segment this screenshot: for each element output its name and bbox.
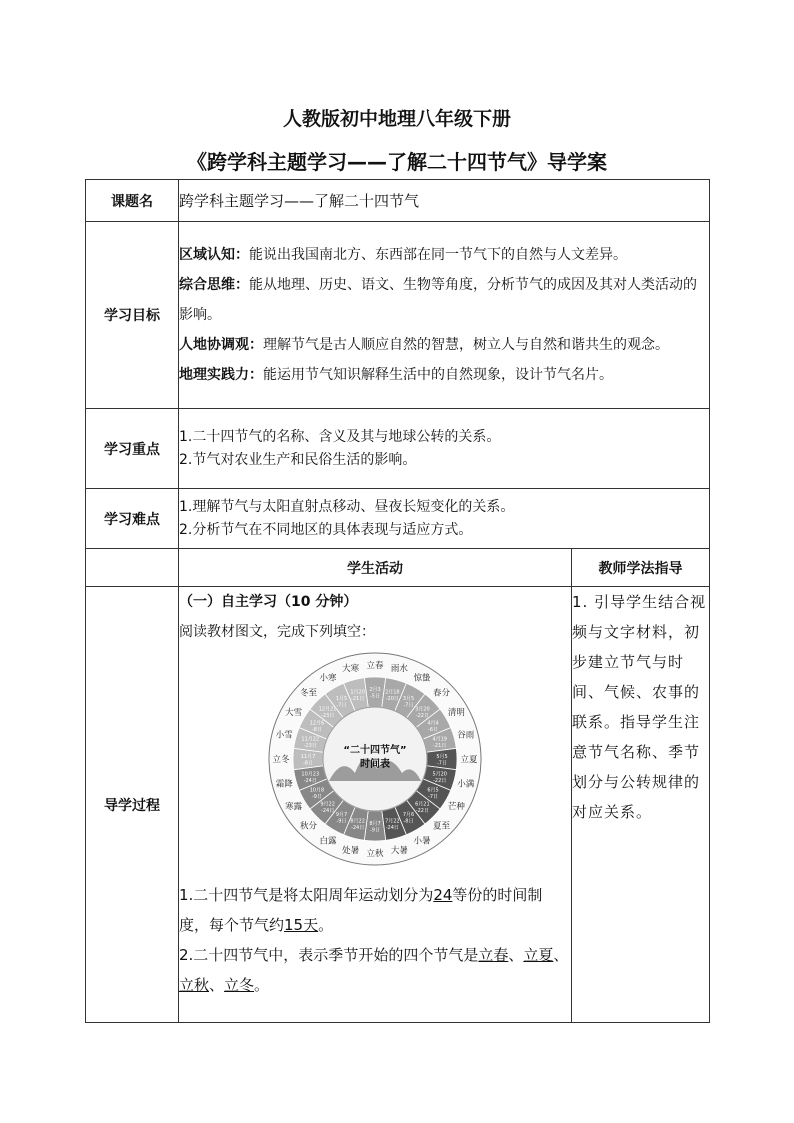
term-date: 2月18 xyxy=(385,689,400,696)
term-date: -7日 xyxy=(437,760,447,767)
term-label: 大暑 xyxy=(390,845,408,856)
term-date: -9日 xyxy=(370,827,380,834)
term-label: 春分 xyxy=(432,688,450,699)
term-date: 1月20 xyxy=(350,689,365,696)
term-date: -21日 xyxy=(351,695,365,702)
term-date: -22日 xyxy=(415,713,429,720)
term-date: 3月5 xyxy=(402,695,415,702)
term-date: -7日 xyxy=(336,702,347,709)
term-date: -23日 xyxy=(321,713,335,720)
term-date: -23日 xyxy=(303,743,317,750)
term-date: 9月7 xyxy=(335,812,348,819)
term-date: 5月20 xyxy=(432,771,447,778)
term-label: 惊蛰 xyxy=(413,673,431,684)
term-date: 11月7 xyxy=(300,754,316,760)
term-label: 芒种 xyxy=(447,802,465,812)
solar-terms-wheel xyxy=(267,651,483,867)
term-date: 3月20 xyxy=(415,706,430,713)
goal-1: 区域认知：能说出我国南北方、东西部在同一节气下的自然与人文差异。 xyxy=(179,247,627,263)
row-process xyxy=(86,587,710,1023)
term-label: 小暑 xyxy=(413,836,431,847)
term-label: 寒露 xyxy=(285,802,303,812)
section-intro: 阅读教材图文，完成下列填空： xyxy=(179,624,375,640)
label-goals: 学习目标 xyxy=(86,222,179,409)
term-date: 8月22 xyxy=(350,818,365,825)
value-key: 1.二十四节气的名称、含义及其与地球公转的关系。 2.节气对农业生产和民俗生活的影响。 xyxy=(179,409,710,489)
section-title: （一）自主学习（10 分钟） xyxy=(179,594,358,610)
row-goals xyxy=(86,222,710,409)
label-key: 学习重点 xyxy=(86,409,179,489)
row-header xyxy=(86,549,710,587)
row-key xyxy=(86,409,710,489)
term-date: 9月22 xyxy=(320,801,335,808)
question-2: 2.二十四节气中，表示季节开始的四个节气是立春、立夏、立秋、立冬。 xyxy=(179,946,569,994)
term-label: 立春 xyxy=(366,661,384,671)
doc-title-line2: 《跨学科主题学习——了解二十四节气》导学案 xyxy=(187,150,607,174)
term-label: 立冬 xyxy=(272,755,290,765)
term-date: 5月5 xyxy=(436,754,448,760)
term-label: 雨水 xyxy=(390,664,408,675)
teacher-guidance: 1. 引导学生结合视频与文字材料，初步建立节气与时间、气候、农事的联系。指导学生注意节气名称、季节划分与公转规律的对应关系。 xyxy=(572,587,710,1023)
term-label: 处暑 xyxy=(342,845,360,856)
term-date: -24日 xyxy=(321,807,335,814)
term-date: -24日 xyxy=(385,825,399,832)
label-topic: 课题名 xyxy=(86,180,179,222)
header-teacher: 教师学法指导 xyxy=(572,549,710,587)
term-date: -5日 xyxy=(370,693,380,700)
label-process: 导学过程 xyxy=(86,587,179,1023)
value-difficult: 1.理解节气与太阳直射点移动、昼夜长短变化的关系。 2.分析节气在不同地区的具体表现与适应方式。 xyxy=(179,489,710,549)
label-difficult: 学习难点 xyxy=(86,489,179,549)
term-date: -9日 xyxy=(336,818,347,825)
term-label: 立秋 xyxy=(366,849,384,859)
term-date: -7日 xyxy=(428,794,439,800)
value-goals xyxy=(179,222,710,409)
term-label: 冬至 xyxy=(300,688,318,699)
term-date: -8日 xyxy=(303,760,313,767)
term-label: 霜降 xyxy=(275,779,293,790)
term-date: -6日 xyxy=(428,727,439,733)
term-date: 10月23 xyxy=(301,771,320,778)
value-topic: 跨学科主题学习——了解二十四节气 xyxy=(179,180,710,222)
term-label: 立夏 xyxy=(460,755,478,765)
term-date: 12月6 xyxy=(309,720,325,727)
term-date: -8日 xyxy=(403,818,414,825)
term-label: 小满 xyxy=(457,779,475,790)
row-topic xyxy=(86,180,710,222)
goal-2: 综合思维：能从地理、历史、语文、生物等角度，分析节气的成因及其对人类活动的影响。 xyxy=(179,277,697,323)
goal-4: 地理实践力：能运用节气知识解释生活中的自然现象，设计节气名片。 xyxy=(179,367,613,383)
term-date: 1月5 xyxy=(335,695,348,702)
term-date: -24日 xyxy=(351,825,365,832)
term-date: 4月4 xyxy=(427,720,439,727)
goal-3: 人地协调观：理解节气是古人顺应自然的智慧，树立人与自然和谐共生的观念。 xyxy=(179,337,669,353)
term-date: -7日 xyxy=(403,702,414,709)
term-label: 谷雨 xyxy=(457,730,475,741)
term-label: 秋分 xyxy=(300,821,318,832)
doc-title-line1: 人教版初中地理八年级下册 xyxy=(282,108,511,130)
process-student xyxy=(179,587,572,1023)
term-date: 11月22 xyxy=(301,736,320,743)
term-date: -24日 xyxy=(303,777,317,784)
term-date: 10月8 xyxy=(309,787,325,794)
term-date: 12月21 xyxy=(318,706,337,713)
plan-table xyxy=(85,179,710,1023)
term-label: 小寒 xyxy=(319,673,337,684)
header-empty xyxy=(86,549,179,587)
term-date: -21日 xyxy=(433,743,447,750)
wheel-center-title: “二十四节气” xyxy=(343,745,407,756)
term-label: 大寒 xyxy=(342,664,360,675)
term-label: 白露 xyxy=(319,836,337,847)
term-date: 4月19 xyxy=(432,736,447,743)
term-date: 6月5 xyxy=(427,787,439,794)
term-date: -22日 xyxy=(415,807,429,814)
term-date: 7月22 xyxy=(385,818,400,825)
term-label: 大雪 xyxy=(285,708,303,718)
term-date: 8月7 xyxy=(369,821,381,827)
question-1: 1.二十四节气是将太阳周年运动划分为24等份的时间制度，每个节气约15天。 xyxy=(179,886,543,934)
wheel-center-subtitle: 时间表 xyxy=(360,759,390,770)
term-date: 2月3 xyxy=(369,687,381,693)
term-date: -9日 xyxy=(311,794,322,800)
term-label: 清明 xyxy=(447,708,465,718)
row-difficult xyxy=(86,489,710,549)
term-date: -20日 xyxy=(385,695,399,702)
term-date: 7月6 xyxy=(402,812,415,819)
header-student: 学生活动 xyxy=(179,549,572,587)
term-label: 夏至 xyxy=(432,821,450,832)
term-date: -8日 xyxy=(311,727,322,733)
term-date: -22日 xyxy=(433,777,447,784)
term-date: 6月21 xyxy=(415,801,430,808)
term-label: 小雪 xyxy=(275,730,293,741)
